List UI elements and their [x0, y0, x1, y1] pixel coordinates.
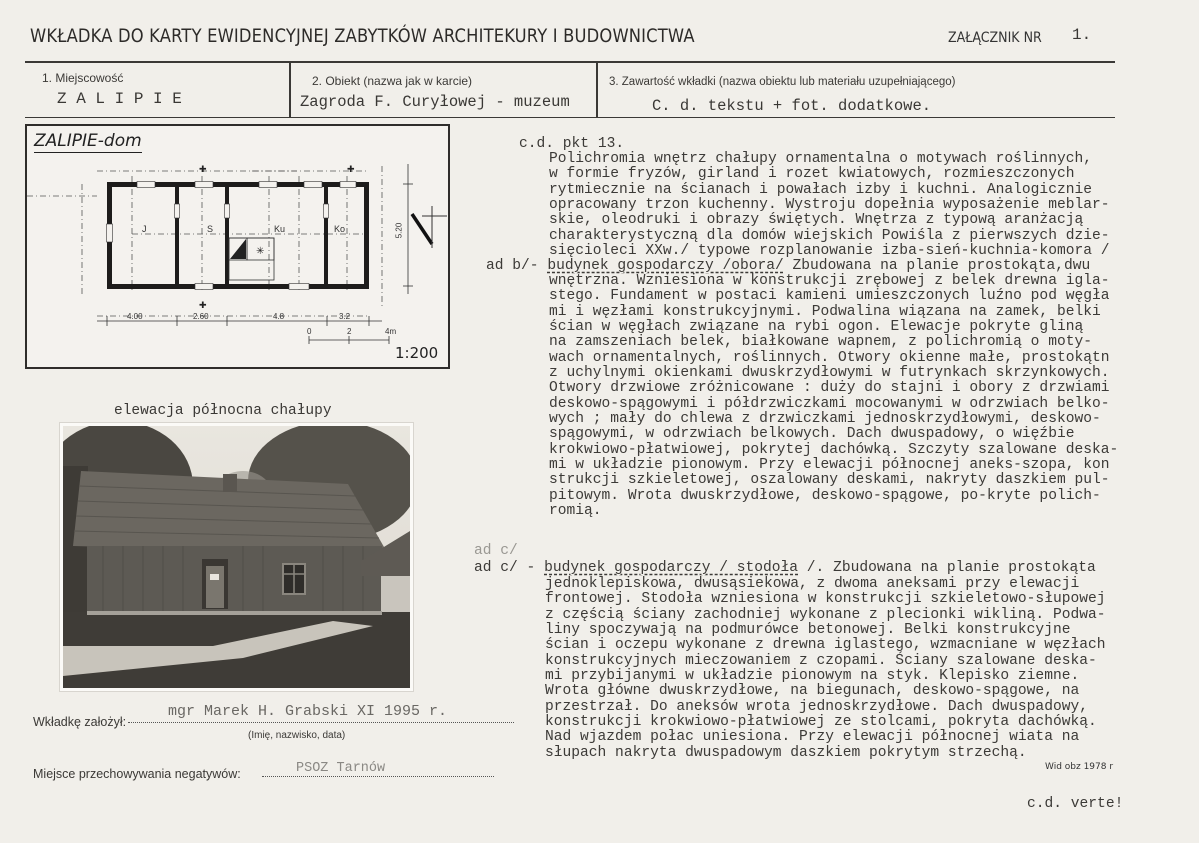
section-c-first: /. Zbudowana na planie prostokąta [798, 560, 1096, 576]
text-line: wach ornamentalnych, roślinnych. Otwory okienne małe, prostokątn [549, 349, 1110, 366]
faded-marker: ad c/ [474, 543, 518, 559]
object-label: 2. Obiekt (nazwa jak w karcie) [312, 74, 473, 88]
text-heading: c.d. pkt 13. [519, 136, 625, 152]
svg-text:S: S [207, 224, 214, 234]
section-b-title: budynek gospodarczy /obora/ [547, 258, 784, 274]
founder-hint: (Imię, nazwisko, data) [248, 730, 346, 741]
text-line: spągowymi, w odrzwiach belkowych. Dach dwuspadowy, o więźbie [549, 426, 1075, 443]
svg-text:Ku: Ku [274, 224, 286, 234]
contents-value: C. d. tekstu + fot. dodatkowe. [652, 97, 932, 115]
svg-text:✚: ✚ [199, 300, 207, 310]
text-line: sięcioleci XXw./ typowe rozplanowanie izba-sień-kuchnia-komora / [549, 243, 1110, 260]
scale-bar-2: 2 [347, 327, 352, 336]
object-value: Zagroda F. Curyłowej - muzeum [300, 93, 570, 111]
scale-bar-4: 4m [385, 327, 397, 336]
scale-bar-0: 0 [307, 327, 312, 336]
section-c-first-line [474, 561, 1096, 576]
section-c-prefix: ad c/ - [474, 560, 545, 576]
svg-text:✳: ✳ [256, 246, 265, 257]
text-line: pitowym. Wrota dwuskrzydłowe, deskowo-spągowe, po-kryte polich- [549, 487, 1101, 504]
negatives-value: PSOZ Tarnów [296, 761, 386, 776]
attachment-label: ZAŁĄCZNIK NR [948, 30, 1042, 46]
svg-text:✚: ✚ [347, 164, 355, 174]
text-line: ścian w węgłach związane na rybi ogon. Elewacje pokryte gliną [549, 319, 1084, 336]
text-line: Otwory drzwiowe zróżnicowane : duży do stajni i obory z drzwiami [549, 380, 1110, 397]
section-a [549, 152, 1110, 259]
plan-scale: 1:200 [395, 344, 439, 362]
document-title: WKŁADKA DO KARTY EWIDENCYJNEJ ZABYTKÓW ARCHITEKURY I BUDOWNICTWA [30, 25, 695, 47]
text-line: mi i węzłami konstrukcyjnymi. Podwalina wiązana na zamek, belki [549, 303, 1101, 320]
header-bottom-rule [25, 117, 1115, 118]
text-line: charakterystyczną dla domów wiejskich Powiśla z pierwszych dzie- [549, 227, 1110, 244]
attachment-number: 1. [1072, 26, 1092, 44]
section-b [549, 274, 1118, 520]
text-line: z częścią ściany zachodniej wykonane z plecionki wikliną. Podwa- [545, 606, 1106, 623]
dimension-1: 4.00 [127, 312, 143, 321]
field-divider [289, 62, 291, 118]
text-line: liny spoczywają na podmurówce betonowej. Belki konstrukcyjne [545, 622, 1071, 639]
text-line: stego. Fundament w postaci kamieni umieszczonych luźno pod węgła [549, 288, 1110, 305]
text-line: konstrukcyjnych mieczowaniem z czopami. Ściany szalowane deska- [545, 652, 1097, 669]
dimension-3: 4.8 [273, 312, 285, 321]
negatives-dotted-line [262, 776, 494, 777]
section-c [545, 577, 1106, 761]
text-line: przestrzał. Do aneksów wrota jednoskrzydłowe. Dach dwuspadowy, [545, 698, 1088, 715]
room-label: J [142, 224, 147, 234]
text-line: skie, oleodruki i obrazy świętych. Wnętrza z typową aranżacją [549, 212, 1084, 229]
text-line: słupach nakryta dwuspadowym daszkiem pokrytym strzechą. [545, 744, 1027, 761]
locality-value: Z A L I P I E [57, 90, 182, 108]
svg-text:✚: ✚ [199, 164, 207, 174]
text-line: Polichromia wnętrz chałupy ornamentalna o motywach roślinnych, [549, 151, 1092, 167]
text-line: mi w układzie pionowym. Przy elewacji północnej aneks-szopa, kon [549, 457, 1110, 474]
text-line: w formie fryzów, girland i rozet kwiatowych, rozmieszczonych [549, 166, 1075, 183]
house-photo [60, 423, 413, 691]
depth-dimension: 5.20 [394, 222, 404, 239]
locality-label: 1. Miejscowość [42, 71, 124, 85]
text-line: krokwiowo-płatwiowej, pokrytej dachówką. Szczyty szalowane deska- [549, 441, 1119, 458]
photo-caption: elewacja północna chałupy [114, 403, 332, 419]
dimension-4: 3.2 [339, 312, 351, 321]
founder-value: mgr Marek H. Grabski XI 1995 r. [168, 703, 448, 720]
text-line: z uchylnymi okienkami dwuskrzydłowymi w futrynkach skrzynkowych. [549, 365, 1110, 382]
text-line: rytmiecznie na ścianach i powałach izby i kuchni. Analogicznie [549, 181, 1092, 198]
section-b-prefix: ad b/- [486, 258, 548, 274]
plan-title: ZALIPIE-dom [34, 131, 142, 151]
negatives-label: Miejsce przechowywania negatywów: [33, 767, 241, 781]
contents-label: 3. Zawartość wkładki (nazwa obiektu lub materiału uzupełniającego) [609, 76, 956, 88]
founder-label: Wkładkę założył: [33, 715, 127, 729]
text-line: ścian i oczepu wykonane z drewna iglastego, wzmacniane w węzłach [545, 637, 1106, 654]
text-line: frontowej. Stodoła wzniesiona w konstrukcji szkieletowo-słupowej [545, 591, 1106, 608]
text-line: jednoklepiskowa, dwusąsiekowa, z dwoma aneksami przy elewacji [545, 576, 1080, 592]
text-line: Wrota główne dwuskrzydłowe, na biegunach, deskowo-spągowe, na [545, 683, 1080, 700]
text-line: strukcji szkieletowej, oszalowany deskami, nakryty daszkiem pul- [549, 472, 1110, 489]
text-line: na zamszeniach belek, białkowane wapnem, z polichromią o moty- [549, 334, 1092, 351]
text-line: romią. [549, 503, 602, 520]
text-line: mi przybijanymi w układzie pionowym na styk. Klepisko ziemne. [545, 668, 1080, 685]
text-line: Nad wjazdem połac uniesiona. Przy elewacji północnej wiata na [545, 729, 1080, 746]
dimension-2: 2.60 [193, 312, 209, 321]
svg-text:Ko: Ko [334, 224, 346, 234]
text-line: wnętrzna. Wzniesiona w konstrukcji zrębowej z belek drewna igla- [549, 273, 1110, 289]
section-c-title: budynek gospodarczy / stodoła [544, 560, 799, 576]
text-line: opracowany trzon kuchenny. Wystroju dopełnia wyposażenie meblar- [549, 197, 1110, 214]
section-b-first: Zbudowana na planie prostokąta,dwu [783, 258, 1091, 274]
text-line: wych ; mały do chlewa z drzwiczkami jednoskrzydłowymi, deskowo- [549, 411, 1101, 428]
text-line: deskowo-spągowymi i półdrzwiczkami mocowanymi w odrzwiach belko- [549, 395, 1110, 412]
text-line: konstrukcji krokwiowo-płatwiowej ze stolcami, pokryta dachówką. [545, 714, 1097, 731]
floor-plan [25, 124, 450, 369]
founder-dotted-line [128, 722, 514, 723]
header-top-rule [25, 61, 1115, 63]
archive-stamp: Wid obz 1978 r [1045, 762, 1114, 772]
continue-note: c.d. verte! [1027, 796, 1124, 812]
field-divider [596, 62, 598, 118]
